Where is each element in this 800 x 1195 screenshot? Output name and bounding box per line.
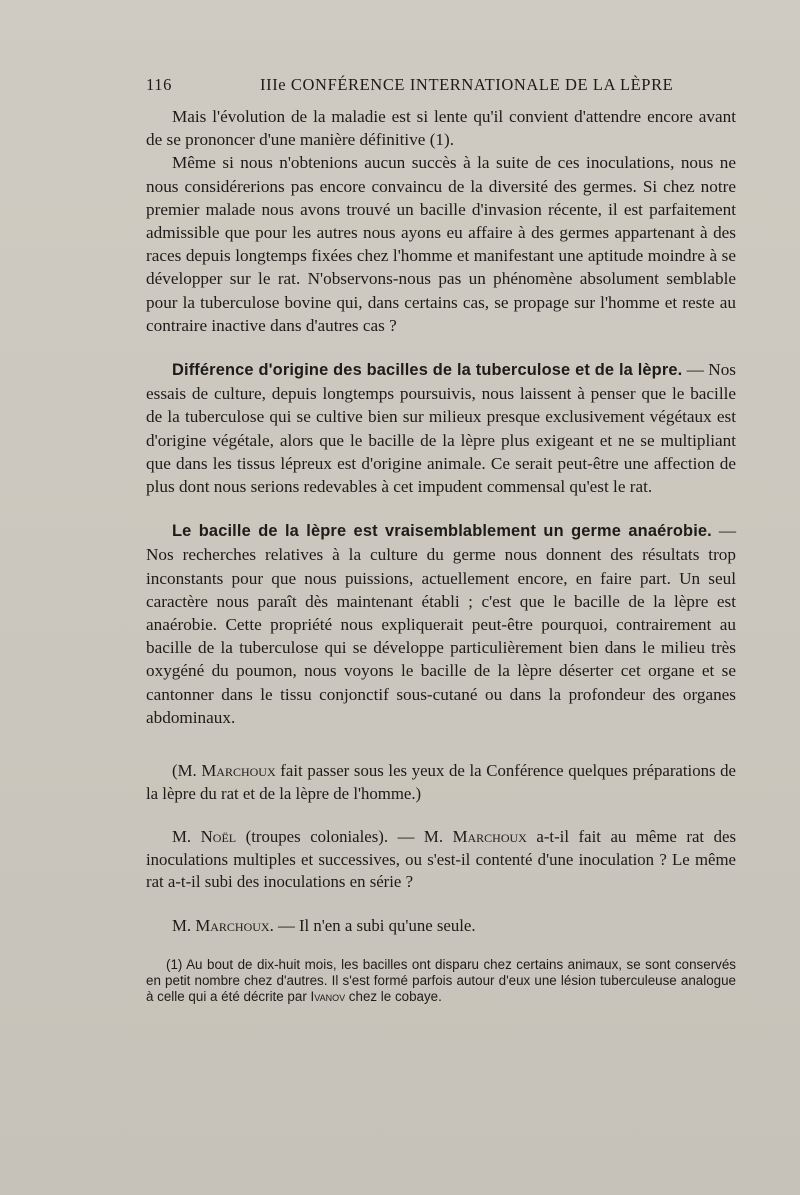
text-run: . — Il n'en a subi qu'une seule. (269, 916, 476, 936)
text-run: M. (172, 827, 201, 847)
footnote (146, 957, 736, 1006)
running-header (146, 75, 674, 99)
text-run: fait passer sous les yeux de la Conférence quelques préparations de la lèpre du rat et de la lèpre de l'homme.) (146, 761, 737, 803)
discussion-answer (146, 915, 736, 938)
speaker-name: Noël (200, 827, 237, 847)
author-name: Ivanov (310, 989, 346, 1005)
text-run: (troupes coloniales). — M. (236, 827, 453, 847)
discussion-question (146, 826, 736, 894)
speaker-name: Marchoux (195, 916, 270, 936)
section-heading: Différence d'origine des bacilles de la tuberculose et de la lèpre. (172, 361, 683, 380)
text-run: M. (172, 916, 196, 936)
section-text: — Nos essais de culture, depuis longtemps poursuivis, nous laissent à penser que le bacille de la tuberculose qui se cultive bien sur milieux presque exclusivement végétaux est d'origine végétale, alors que le bacille de la lèpre plus exigeant et ne se multipliant que dans les tissus lépreux est d'origine animale. Ce serait peut-être une affection de plus dont nous serions redevables à cet impudent commensal qu'est le rat. (146, 360, 736, 497)
text-run: (M. (172, 761, 202, 781)
section-anaerobie (146, 519, 736, 729)
section-text: — Nos recherches relatives à la culture du germe nous donnent des résultats trop inconstants pour que nous puissions, actuellement encore, en faire part. Un seul caractère nous paraît dès maintenant établi ; c'est que le bacille de la lèpre est anaérobie. Cette propriété nous expliquerait peut-être pourquoi, contrairement au bacille de la tuberculose qui se développe particulièrement bien dans le milieu très oxygéné du poumon, nous voyons le bacille de la lèpre déserter cet organe et se cantonner dans le tissu conjonctif sous-cutané ou dans la profondeur des organes abdominaux. (146, 521, 737, 727)
text-run: chez le cobaye. (345, 989, 442, 1005)
text-run: a-t-il fait au même rat des inoculations multiples et successives, ou s'est-il contenté d'une inoculation ? Le même rat a-t-il subi des inoculations en série ? (146, 827, 737, 892)
running-title: IIIe CONFÉRENCE INTERNATIONALE DE LA LÈPRE (260, 75, 674, 94)
paragraph-1: Mais l'évolution de la maladie est si lente qu'il convient d'attendre encore avant de se prononcer d'une manière définitive (1). (146, 107, 736, 150)
page-body (146, 105, 736, 1005)
page-number: 116 (146, 75, 172, 94)
text-run: (1) Au bout de dix-huit mois, les bacilles ont disparu chez certains animaux, se sont conservés en petit nombre chez d'autres. Il s'est formé parfois autour d'eux une lésion tuberculeuse analogue à celle qui a été décrite par (146, 956, 736, 1005)
speaker-name: Marchoux (201, 761, 276, 781)
section-heading: Le bacille de la lèpre est vraisemblablement un germe anaérobie. (172, 522, 712, 541)
speaker-name: Marchoux (452, 827, 527, 847)
paragraph-2: Même si nous n'obtenions aucun succès à la suite de ces inoculations, nous ne nous considérerions pas encore convaincu de la diversité des germes. Si chez notre premier malade nous avons trouvé un bacille d'invasion récente, il est parfaitement admissible que pour les autres nous ayons eu affaire à des germes appartenant à des races depuis longtemps fixées chez l'homme et manifestant une aptitude moindre à se développer sur le rat. N'observons-nous pas un phénomène absolument semblable pour la tuberculose bovine qui, dans certains cas, se propage sur l'homme et reste au contraire inactive dans d'autres cas ? (146, 153, 736, 335)
discussion-note (146, 760, 736, 805)
section-tuberculose-lepre (146, 358, 736, 498)
